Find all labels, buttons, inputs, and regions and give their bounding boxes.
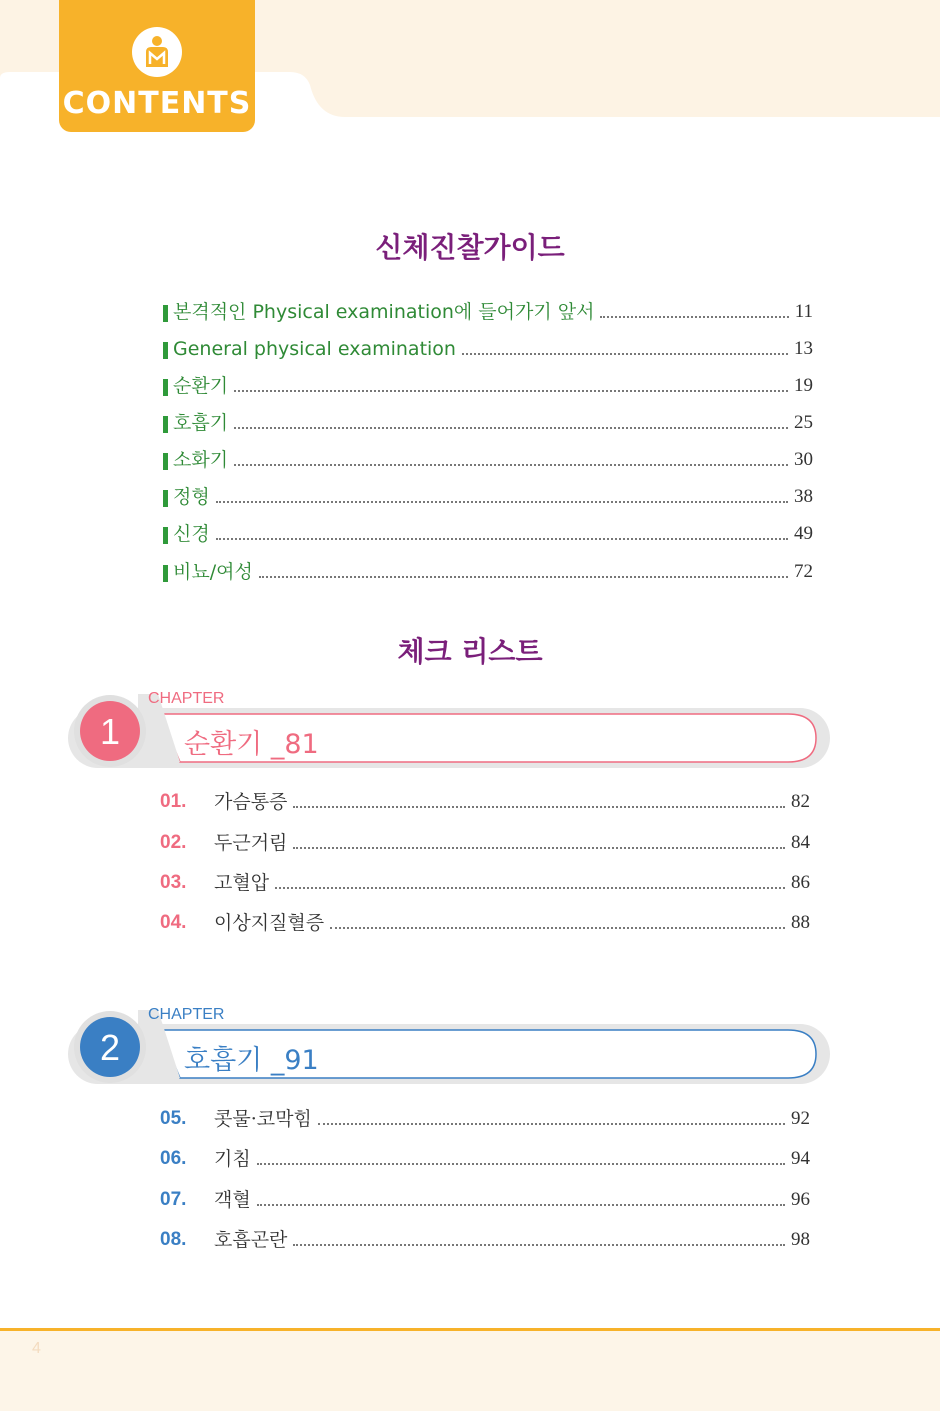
checklist-item[interactable]	[160, 868, 810, 898]
bullet-bar	[163, 490, 168, 507]
checklist-item-label: 기침	[214, 1148, 251, 1170]
guide-item[interactable]	[163, 334, 813, 364]
dot-leader	[257, 1204, 785, 1206]
chapter-2-title: 호흡기 _91	[184, 1045, 319, 1076]
guide-item-label: 본격적인 Physical examination에 들어가기 앞서	[173, 301, 595, 323]
dot-leader	[216, 538, 788, 540]
contents-label: CONTENTS	[62, 86, 252, 121]
guide-item[interactable]	[163, 408, 813, 438]
checklist-item[interactable]	[160, 828, 810, 858]
bullet-bar	[163, 565, 168, 582]
guide-item-label: 정형	[173, 486, 210, 508]
checklist-item-page: 94	[791, 1148, 810, 1169]
guide-item[interactable]	[163, 371, 813, 401]
checklist-item-page: 82	[791, 791, 810, 812]
checklist-item-label: 콧물·코막힘	[214, 1108, 312, 1130]
guide-item-page: 13	[794, 338, 813, 359]
checklist-item[interactable]	[160, 787, 810, 817]
person-logo-icon	[131, 26, 183, 78]
dot-leader	[600, 316, 788, 318]
chapter-1-number: 1	[99, 711, 121, 752]
guide-item-label: 호흡기	[173, 412, 229, 434]
checklist-item-page: 84	[791, 832, 810, 853]
dot-leader	[293, 847, 785, 849]
guide-item-label: 비뇨/여성	[173, 561, 253, 583]
checklist-item-number: 01.	[160, 791, 187, 812]
checklist-item-number: 07.	[160, 1189, 187, 1210]
dot-leader	[257, 1163, 785, 1165]
checklist-item-page: 92	[791, 1108, 810, 1129]
checklist-item-label: 호흡곤란	[214, 1229, 288, 1251]
bullet-bar	[163, 527, 168, 544]
checklist-item-label: 객혈	[214, 1189, 251, 1211]
checklist-item-label: 이상지질혈증	[214, 912, 325, 934]
dot-leader	[293, 806, 785, 808]
checklist-item-number: 06.	[160, 1148, 187, 1169]
bullet-bar	[163, 453, 168, 470]
guide-section-title: 신체진찰가이드	[375, 231, 565, 264]
bullet-bar	[163, 305, 168, 322]
guide-item-label: 신경	[173, 523, 210, 545]
footer-band	[0, 1331, 940, 1411]
checklist-item-label: 가슴통증	[214, 791, 288, 813]
footer-page-number: 4	[32, 1340, 41, 1357]
checklist-item-number: 05.	[160, 1108, 187, 1129]
guide-item-page: 19	[794, 375, 813, 396]
chapter-1-title: 순환기 _81	[184, 729, 319, 760]
dot-leader	[216, 501, 788, 503]
chapter-2-word: CHAPTER	[148, 1006, 225, 1023]
dot-leader	[234, 390, 788, 392]
checklist-item-page: 88	[791, 912, 810, 933]
dot-leader	[234, 427, 788, 429]
dot-leader	[318, 1123, 785, 1125]
checklist-section-title: 체크 리스트	[397, 635, 543, 668]
guide-item[interactable]	[163, 519, 813, 549]
checklist-item[interactable]	[160, 1225, 810, 1255]
dot-leader	[462, 353, 788, 355]
checklist-item[interactable]	[160, 908, 810, 938]
checklist-item-number: 02.	[160, 832, 187, 853]
checklist-item-label: 두근거림	[214, 832, 288, 854]
guide-item-page: 11	[794, 301, 813, 322]
checklist-item-number: 08.	[160, 1229, 187, 1250]
guide-item-label: General physical examination	[173, 338, 456, 360]
checklist-item-label: 고혈압	[214, 872, 270, 894]
checklist-item[interactable]	[160, 1144, 810, 1174]
guide-item[interactable]	[163, 482, 813, 512]
checklist-item-page: 86	[791, 872, 810, 893]
dot-leader	[259, 576, 788, 578]
bullet-bar	[163, 416, 168, 433]
chapter-2-number: 2	[99, 1027, 121, 1068]
guide-item[interactable]	[163, 297, 813, 327]
checklist-item-page: 96	[791, 1189, 810, 1210]
guide-item-page: 49	[794, 523, 813, 544]
chapter-1-word: CHAPTER	[148, 690, 225, 707]
guide-item-label: 순환기	[173, 375, 229, 397]
dot-leader	[275, 887, 785, 889]
guide-item-page: 38	[794, 486, 813, 507]
dot-leader	[330, 927, 785, 929]
guide-item-page: 25	[794, 412, 813, 433]
checklist-item-page: 98	[791, 1229, 810, 1250]
checklist-item-number: 04.	[160, 912, 187, 933]
dot-leader	[293, 1244, 785, 1246]
checklist-item-number: 03.	[160, 872, 187, 893]
bullet-bar	[163, 342, 168, 359]
guide-item[interactable]	[163, 445, 813, 475]
checklist-item[interactable]	[160, 1104, 810, 1134]
checklist-item[interactable]	[160, 1185, 810, 1215]
guide-item-page: 30	[794, 449, 813, 470]
bullet-bar	[163, 379, 168, 396]
guide-item-label: 소화기	[173, 449, 229, 471]
guide-item-page: 72	[794, 561, 813, 582]
guide-item[interactable]	[163, 557, 813, 587]
dot-leader	[234, 464, 788, 466]
